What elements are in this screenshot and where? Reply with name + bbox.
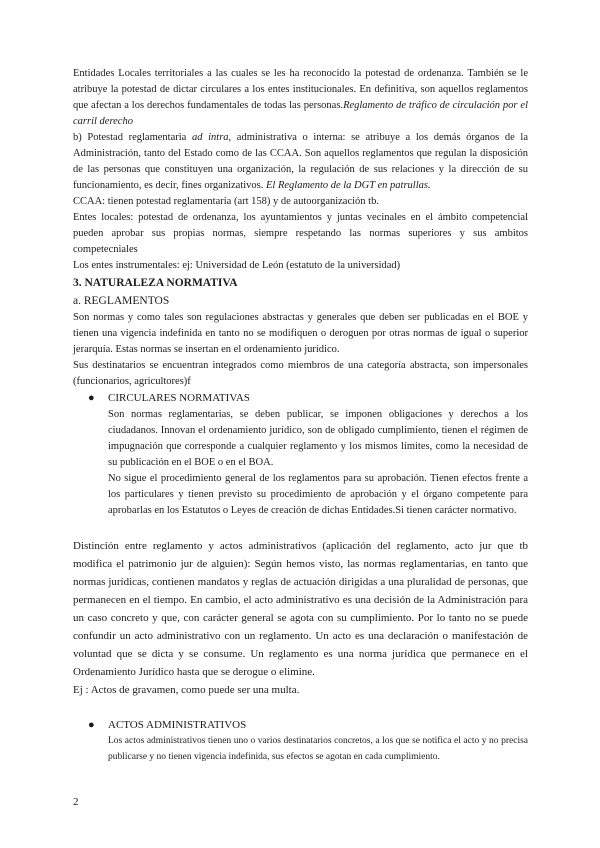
bullet-paragraph: Los actos administrativos tienen uno o varios destinatarios concretos, a los que se notifica el acto y no precisa publicarse y no tienen vigencia indefinida, sus efectos se agotan en cada cumplimiento.	[108, 736, 528, 762]
paragraph-reglamentos: Son normas y como tales son regulaciones abstractas y generales que deben ser publicadas en el BOE y tienen una vigencia indefinida en tanto no se modifiquen o deroguen por otras normas de igual o superior jerarquía. Estas normas se insertan en el ordenamiento jurídico.	[73, 312, 528, 355]
bullet-title: CIRCULARES NORMATIVAS	[108, 392, 250, 404]
paragraph-potestad-ad-intra	[73, 130, 528, 194]
paragraph-destinatarios: Sus destinatarios se encuentran integrados como miembros de una categoría abstracta, son impersonales (funcionarios, agricultores)f	[73, 360, 528, 387]
italic-example: Reglamento de tráfico de circulación por el carril derecho	[73, 100, 528, 127]
subsection-heading: a. REGLAMENTOS	[73, 295, 170, 307]
italic-example: El Reglamento de la DGT en patrullas.	[266, 180, 431, 191]
section-heading: 3. NATURALEZA NORMATIVA	[73, 277, 238, 289]
bullet-icon: ●	[88, 392, 95, 404]
paragraph-ccaa: CCAA: tienen potestad reglamentaria (art 158) y de autoorganización tb.	[73, 196, 379, 207]
paragraph-entes-locales: Entes locales: potestad de ordenanza, los ayuntamientos y juntas vecinales en el ámbito competencial pueden aprobar sus propias normas, siempre respetando las normas superiores y sus ambitos competecniales	[73, 212, 528, 255]
page-number: 2	[73, 796, 79, 808]
paragraph-text: , administrativa o interna: se atribuye a los demás órganos de la Administración, tanto del Estado como de las CCAA. Son aquellos reglamentos que regulan la disposición de las personas que constituyen una organización, la regulación de sus relaciones y la dirección de su funcionamiento, es decir, fines organizativos.	[73, 132, 528, 191]
bullet-paragraph: Son normas reglamentarias, se deben publicar, se imponen obligaciones y derechos a los ciudadanos. Innovan el ordenamiento jurídico, son de obligado cumplimiento, tienen el régimen de impugnación que corresponde a cualquier reglamento y los mismos límites, como la necesidad de su publicación en el BOE o en el BOA.	[108, 409, 528, 468]
paragraph-ejemplo: Ej : Actos de gravamen, como puede ser una multa.	[73, 684, 300, 696]
bullet-icon: ●	[88, 719, 95, 731]
bullet-title: ACTOS ADMINISTRATIVOS	[108, 719, 247, 731]
bullet-paragraph: No sigue el procedimiento general de los reglamentos para su aprobación. Tienen efectos frente a los particulares y tienen previsto su procedimiento de aprobación y el órgano competente para aprobarlas en los Estatutos o Leyes de creación de dichas Entidades.Si tienen carácter normativo.	[108, 473, 528, 516]
italic-term: ad intra	[191, 132, 229, 143]
paragraph-entes-instrumentales: Los entes instrumentales: ej: Universidad de León (estatuto de la universidad)	[73, 260, 401, 271]
paragraph-entidades-locales	[73, 66, 528, 130]
paragraph-text: b) Potestad reglamentaria	[73, 132, 192, 143]
paragraph-text: Entidades Locales territoriales a las cuales se les ha reconocido la potestad de ordenanza. También se le atribuye la potestad de dictar circulares a los entes institucionales. En definitiva, son aquellos reglamentos que afectan a los derechos fundamentales de todas las personas.	[73, 68, 528, 111]
bullet-actos	[73, 717, 528, 734]
page-content	[73, 66, 528, 765]
bullet-circulares	[73, 390, 528, 407]
paragraph-distincion: Distinción entre reglamento y actos administrativos (aplicación del reglamento, acto jur que tb modifica el patrimonio jur de alguien): Según hemos visto, las normas reglamentarias, en tanto que normas jurídicas, contienen mandatos y reglas de actuación dirigidas a una pluralidad de personas, que permanecen en el tiempo. En cambio, el acto administrativo es una decisión de la Administración para un caso concreto y que, con carácter general se agota con su cumplimiento. Por lo tanto no se puede confundir un acto administrativo con un reglamento. Un acto es una declaración o manifestación de voluntad que se dicta y se consume. Un reglamento es una norma jurídica que permanece en el Ordenamiento Jurídico hasta que se derogue o elimine.	[73, 540, 528, 678]
